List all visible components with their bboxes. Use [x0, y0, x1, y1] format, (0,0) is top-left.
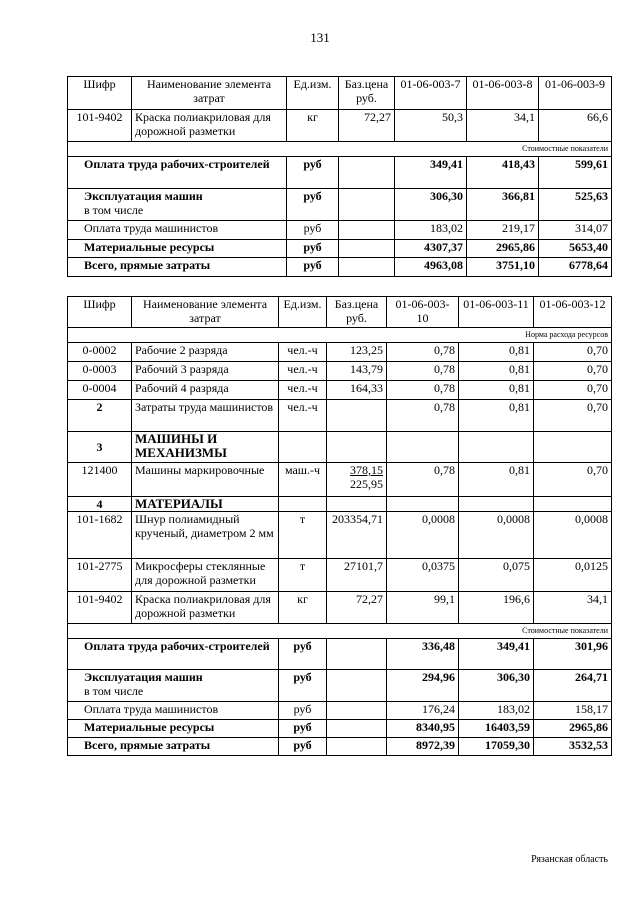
row-unit: т: [279, 559, 327, 592]
row-value: 418,43: [467, 157, 539, 189]
row-value: 294,96: [387, 670, 459, 702]
row-value: 3751,10: [467, 258, 539, 277]
row-code: 0-0003: [68, 362, 132, 381]
cost-indicators-label: Стоимостные показатели: [68, 142, 612, 157]
row-name: Оплата труда машинистов: [68, 702, 279, 720]
table-row: [68, 400, 612, 432]
estimate-table-1: [67, 76, 612, 277]
header-name: Наименование элемента затрат: [132, 77, 287, 110]
table-row: [68, 738, 612, 756]
row-value: 16403,59: [459, 720, 534, 738]
table-row: [68, 189, 612, 221]
row-code: 0-0004: [68, 381, 132, 400]
row-value: 0,81: [459, 343, 534, 362]
row-value: 158,17: [534, 702, 612, 720]
table-row: [68, 639, 612, 670]
row-unit: чел.-ч: [279, 343, 327, 362]
row-value: 0,81: [459, 400, 534, 432]
row-value: 0,075: [459, 559, 534, 592]
row-name: Всего, прямые затраты: [68, 738, 279, 756]
row-value: 4963,08: [395, 258, 467, 277]
table-row: [68, 670, 612, 702]
row-value: 17059,30: [459, 738, 534, 756]
cost-indicators-label: Стоимостные показатели: [68, 624, 612, 639]
table-row: [68, 559, 612, 592]
table-row: [68, 240, 612, 258]
row-unit: руб: [279, 639, 327, 670]
row-value: 301,96: [534, 639, 612, 670]
row-unit: кг: [287, 110, 339, 142]
row-unit: чел.-ч: [279, 362, 327, 381]
row-unit: руб: [287, 221, 339, 240]
row-unit: чел.-ч: [279, 400, 327, 432]
header-unit: Ед.изм.: [287, 77, 339, 110]
row-value: 99,1: [387, 592, 459, 624]
row-name: Всего, прямые затраты: [68, 258, 287, 277]
row-unit: руб: [279, 720, 327, 738]
row-name: Краска полиакриловая для дорожной разметки: [132, 110, 287, 142]
row-unit: кг: [279, 592, 327, 624]
section-row: [68, 432, 612, 463]
row-value: 0,70: [534, 400, 612, 432]
estimate-table-2: [67, 296, 612, 756]
section-title: МАТЕРИАЛЫ: [132, 497, 279, 512]
table-row: [68, 221, 612, 240]
header-col-2: 01-06-003-11: [459, 297, 534, 328]
row-value: 0,78: [387, 362, 459, 381]
table-row: [68, 343, 612, 362]
table-row: [68, 258, 612, 277]
section-row: [68, 497, 612, 512]
row-value: 0,0008: [387, 512, 459, 559]
header-name: Наименование элемента затрат: [132, 297, 279, 328]
row-value: 0,81: [459, 463, 534, 497]
row-value: 0,0008: [534, 512, 612, 559]
row-code: 0-0002: [68, 343, 132, 362]
section-code: 4: [68, 497, 132, 512]
row-name: Оплата труда машинистов: [68, 221, 287, 240]
row-subtitle: в том числе: [84, 203, 144, 217]
row-price: 378,15: [350, 463, 383, 477]
table-row: [68, 592, 612, 624]
row-value: 34,1: [534, 592, 612, 624]
table-row: [68, 463, 612, 497]
row-value: 366,81: [467, 189, 539, 221]
row-name: Рабочие 2 разряда: [132, 343, 279, 362]
row-name: Затраты труда машинистов: [132, 400, 279, 432]
row-price-secondary: 225,95: [350, 477, 383, 491]
row-name: Эксплуатация машин: [84, 670, 203, 684]
row-name: Шнур полиамидный крученый, диаметром 2 мм: [132, 512, 279, 559]
row-name: Оплата труда рабочих-строителей: [68, 157, 287, 189]
row-value: 0,70: [534, 463, 612, 497]
table-row: [68, 362, 612, 381]
row-value: 3532,53: [534, 738, 612, 756]
row-unit: т: [279, 512, 327, 559]
row-name: Материальные ресурсы: [68, 720, 279, 738]
row-price: 143,79: [327, 362, 387, 381]
region-footer: Рязанская область: [531, 854, 608, 865]
table-row: [68, 720, 612, 738]
row-code: 101-1682: [68, 512, 132, 559]
row-name: Эксплуатация машин: [84, 189, 203, 203]
row-value: 0,81: [459, 362, 534, 381]
row-value: 183,02: [459, 702, 534, 720]
row-value: 8340,95: [387, 720, 459, 738]
table-row: [68, 110, 612, 142]
row-price: 27101,7: [327, 559, 387, 592]
row-value: 0,78: [387, 463, 459, 497]
header-base-price: Баз.цена руб.: [327, 297, 387, 328]
row-value: 306,30: [459, 670, 534, 702]
row-unit: руб: [279, 702, 327, 720]
row-value: 0,78: [387, 381, 459, 400]
row-unit: руб: [287, 189, 339, 221]
row-name: Оплата труда рабочих-строителей: [68, 639, 279, 670]
row-value: 6778,64: [539, 258, 612, 277]
row-price: 72,27: [339, 110, 395, 142]
row-value: 4307,37: [395, 240, 467, 258]
header-code: Шифр: [68, 297, 132, 328]
row-name: Материальные ресурсы: [68, 240, 287, 258]
row-value: 525,63: [539, 189, 612, 221]
row-code: 2: [68, 400, 132, 432]
row-value: 0,70: [534, 362, 612, 381]
row-value: 183,02: [395, 221, 467, 240]
row-code: 121400: [68, 463, 132, 497]
row-name: Рабочий 3 разряда: [132, 362, 279, 381]
row-unit: руб: [279, 670, 327, 702]
row-unit: чел.-ч: [279, 381, 327, 400]
row-unit: маш.-ч: [279, 463, 327, 497]
header-base-price: Баз.цена руб.: [339, 77, 395, 110]
row-price: 203354,71: [327, 512, 387, 559]
table-row: [68, 702, 612, 720]
row-value: 0,81: [459, 381, 534, 400]
row-code: 101-9402: [68, 592, 132, 624]
row-unit: руб: [287, 157, 339, 189]
header-col-3: 01-06-003-9: [539, 77, 612, 110]
row-price: 164,33: [327, 381, 387, 400]
table-row: [68, 512, 612, 559]
table-row: [68, 381, 612, 400]
row-unit: руб: [279, 738, 327, 756]
row-value: 219,17: [467, 221, 539, 240]
row-value: 50,3: [395, 110, 467, 142]
row-name: Краска полиакриловая для дорожной разметки: [132, 592, 279, 624]
row-price: 72,27: [327, 592, 387, 624]
header-unit: Ед.изм.: [279, 297, 327, 328]
row-unit: руб: [287, 240, 339, 258]
row-value: 5653,40: [539, 240, 612, 258]
header-col-3: 01-06-003-12: [534, 297, 612, 328]
row-name: Машины маркировочные: [132, 463, 279, 497]
row-value: 0,70: [534, 343, 612, 362]
row-value: 336,48: [387, 639, 459, 670]
row-code: 101-9402: [68, 110, 132, 142]
row-price: 123,25: [327, 343, 387, 362]
row-value: 314,07: [539, 221, 612, 240]
row-subtitle: в том числе: [84, 684, 144, 698]
header-col-1: 01-06-003-7: [395, 77, 467, 110]
row-value: 0,78: [387, 400, 459, 432]
table-row: [68, 157, 612, 189]
row-value: 0,78: [387, 343, 459, 362]
row-value: 66,6: [539, 110, 612, 142]
row-code: 101-2775: [68, 559, 132, 592]
row-value: 599,61: [539, 157, 612, 189]
page-number: 131: [310, 30, 330, 45]
header-col-2: 01-06-003-8: [467, 77, 539, 110]
row-value: 0,0375: [387, 559, 459, 592]
row-value: 176,24: [387, 702, 459, 720]
row-value: 2965,86: [467, 240, 539, 258]
row-value: 8972,39: [387, 738, 459, 756]
header-col-1: 01-06-003-10: [387, 297, 459, 328]
row-name: Рабочий 4 разряда: [132, 381, 279, 400]
row-value: 0,70: [534, 381, 612, 400]
row-value: 0,0008: [459, 512, 534, 559]
row-value: 34,1: [467, 110, 539, 142]
row-value: 349,41: [395, 157, 467, 189]
row-value: 0,0125: [534, 559, 612, 592]
row-value: 306,30: [395, 189, 467, 221]
header-code: Шифр: [68, 77, 132, 110]
row-value: 2965,86: [534, 720, 612, 738]
section-code: 3: [68, 432, 132, 463]
norm-label: Норма расхода ресурсов: [68, 328, 612, 343]
row-value: 196,6: [459, 592, 534, 624]
row-value: 264,71: [534, 670, 612, 702]
row-value: 349,41: [459, 639, 534, 670]
section-title: МАШИНЫ И МЕХАНИЗМЫ: [132, 432, 279, 463]
row-unit: руб: [287, 258, 339, 277]
row-name: Микросферы стеклянные для дорожной разметки: [132, 559, 279, 592]
